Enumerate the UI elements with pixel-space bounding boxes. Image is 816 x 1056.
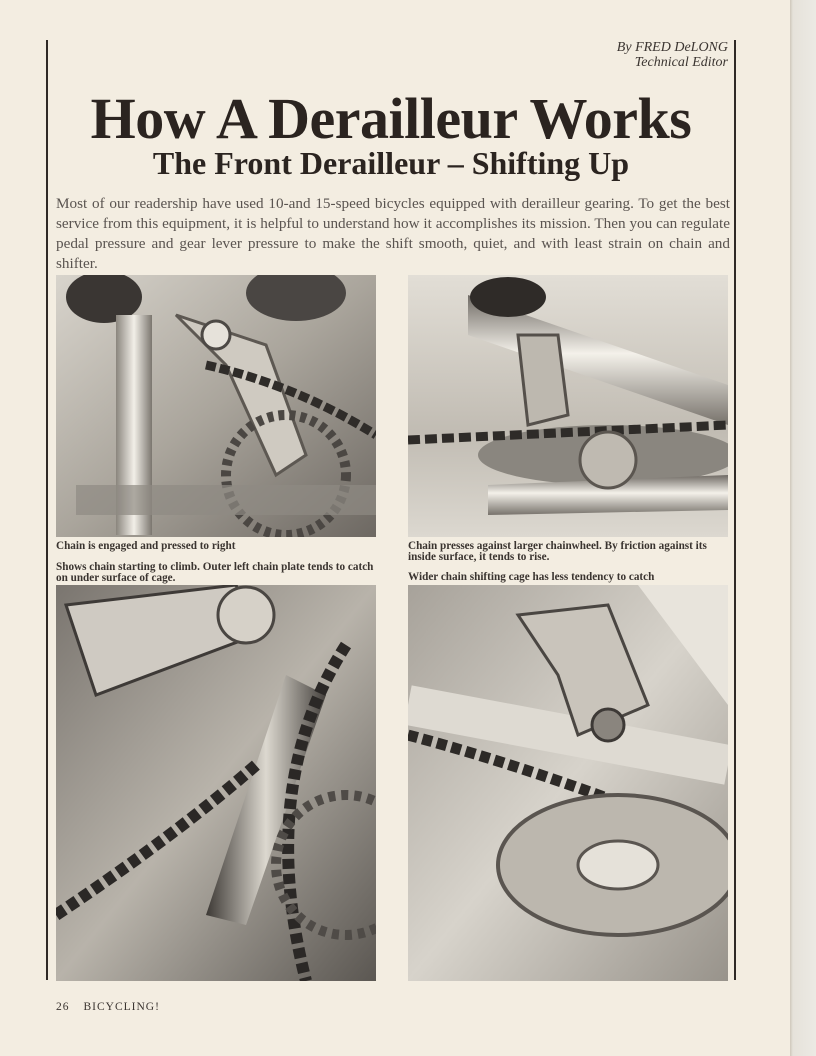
page-edge: [790, 0, 816, 1056]
byline-author: By FRED DeLONG: [616, 40, 728, 55]
article-subtitle: The Front Derailleur – Shifting Up: [152, 145, 630, 181]
photo-wider-cage: [408, 585, 728, 981]
photo-chain-engaged: [56, 275, 376, 537]
byline-role: Technical Editor: [634, 55, 728, 70]
right-column-rule: [734, 40, 736, 980]
caption-photo-3: Shows chain starting to climb. Outer left chain plate tends to catch on under surface of cage.: [56, 561, 374, 584]
article-title: How A Derailleur Works: [90, 86, 692, 151]
page-number: 26: [56, 1001, 70, 1013]
photo-chain-presses-chainwheel: [408, 275, 728, 537]
caption-photo-1: Chain is engaged and pressed to right: [56, 540, 236, 552]
caption-photo-4: Wider chain shifting cage has less tendency to catch: [408, 571, 655, 583]
byline: [617, 40, 728, 70]
magazine-name: BICYCLING!: [83, 1001, 160, 1013]
photo-chain-starting-climb: [56, 585, 376, 981]
intro-paragraph: Most of our readership have used 10-and 15-speed bicycles equipped with derailleur gearing. To get the best service from this equipment, it is helpful to understand how it accomplishes its mission. Then you can regulate pedal pressure and gear lever pressure to make the shift smooth, quiet, and with least strain on chain and shifter.: [56, 195, 730, 272]
left-column-rule: [46, 40, 48, 980]
page-footer: [56, 1001, 160, 1013]
caption-photo-2: Chain presses against larger chainwheel. By friction against its inside surface, it tends to rise.: [408, 540, 707, 563]
